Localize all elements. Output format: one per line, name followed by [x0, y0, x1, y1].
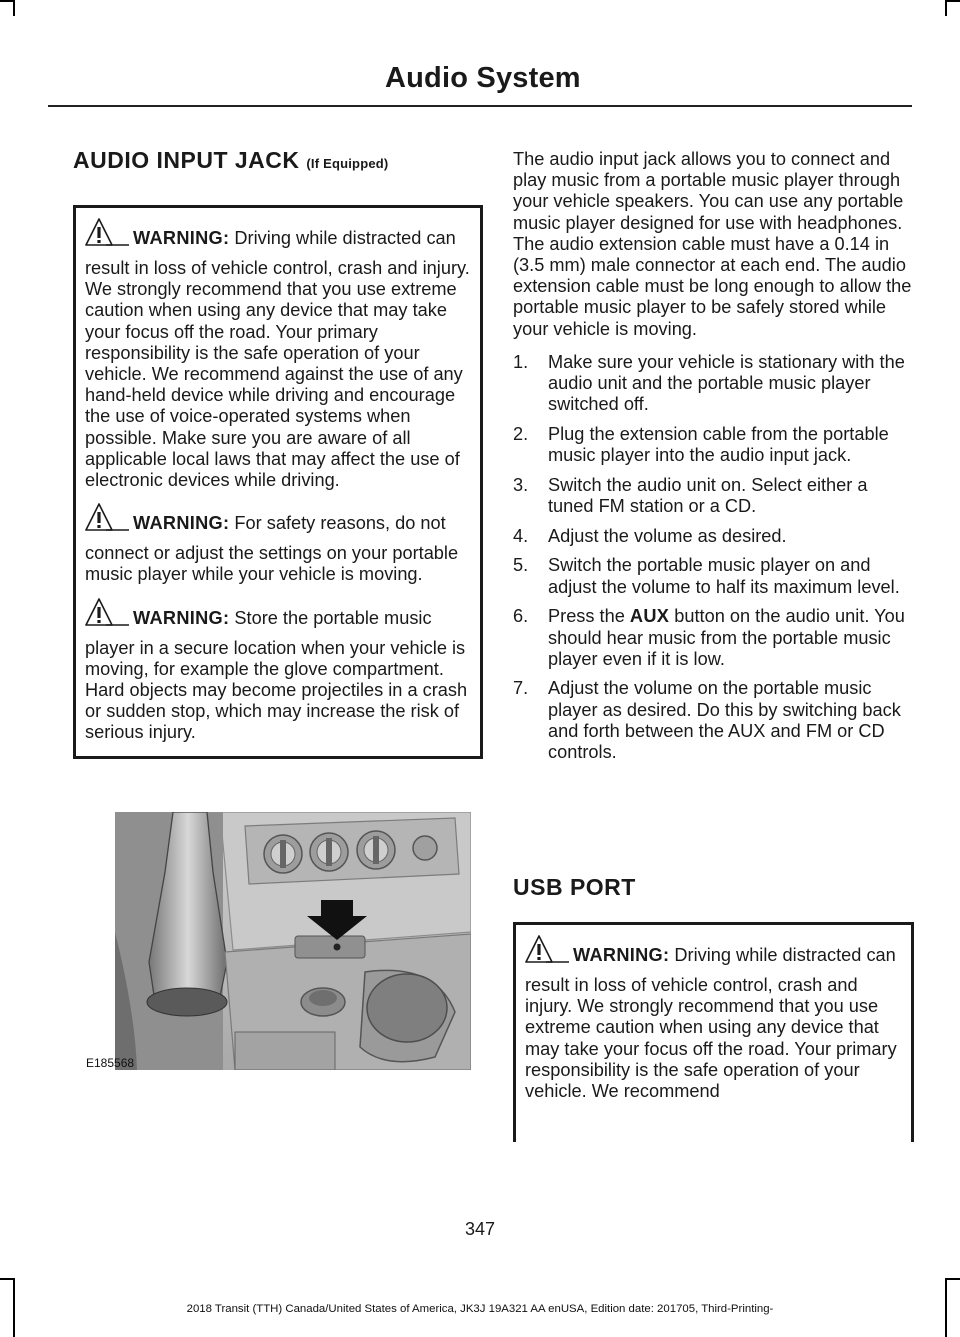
warning-triangle-icon	[85, 598, 129, 628]
list-item	[513, 424, 913, 466]
aux-button-label: AUX	[629, 606, 670, 627]
step-text: Adjust the volume as desired.	[548, 525, 787, 546]
figure-code: E185568	[86, 1056, 135, 1070]
header-divider	[48, 105, 912, 107]
audio-input-steps	[513, 352, 913, 763]
crop-mark	[946, 1278, 960, 1280]
list-item	[513, 555, 913, 597]
warning-paragraph	[85, 228, 473, 491]
crop-mark	[13, 0, 15, 16]
list-item	[513, 475, 913, 517]
warning-triangle-icon	[525, 935, 569, 965]
warning-text: Driving while distracted can result in loss of vehicle control, crash and injury. We strongly recommend that you use extreme caution when using any device that may take your focus off the road. Your primary responsibility is the safe operation of your vehicle. We recommend	[525, 945, 897, 1102]
warning-text: For safety reasons, do not connect or adjust the settings on your portable music player while your vehicle is moving.	[85, 513, 459, 585]
page-number: 347	[464, 1219, 496, 1239]
warning-triangle-icon	[85, 503, 129, 533]
audio-input-warning-box	[73, 205, 483, 759]
warning-text: Driving while distracted can result in loss of vehicle control, crash and injury. We strongly recommend that you use extreme caution when using any device that may take your focus off the road. Your primary responsibility is the safe operation of your vehicle. We recommend against the use of any hand-held device while driving and encourage the use of voice-operated systems when possible. Make sure you are aware of all applicable local laws that may affect the use of electronic devices while driving.	[85, 228, 470, 491]
step-text-pre: Press the	[548, 606, 630, 627]
list-item	[513, 678, 913, 763]
list-item	[513, 606, 913, 670]
step-text: Plug the extension cable from the portable music player into the audio input jack.	[548, 423, 889, 466]
crop-mark	[945, 0, 947, 16]
usb-warning-box	[513, 922, 914, 1142]
step-text: button on the audio unit. You should hear music from the portable music player even if it is low.	[548, 606, 905, 669]
warning-label: WARNING:	[573, 945, 670, 965]
step-number: 5.	[513, 555, 529, 576]
step-number: 6.	[513, 606, 529, 627]
warning-paragraph	[525, 945, 904, 1102]
step-text: Adjust the volume on the portable music player as desired. Do this by switching back and forth between the AUX and FM or CD controls.	[548, 678, 901, 763]
warning-label: WARNING:	[133, 513, 230, 534]
step-number: 3.	[513, 474, 529, 495]
step-number: 1.	[513, 351, 529, 372]
step-text: Switch the portable music player on and adjust the volume to half its maximum level.	[548, 555, 900, 597]
right-column	[513, 149, 913, 772]
page-footer: 2018 Transit (TTH) Canada/United States of America, JK3J 19A321 AA enUSA, Edition date: 201705, Third-Printing-	[186, 1303, 774, 1315]
step-number: 7.	[513, 678, 529, 699]
crop-mark	[946, 0, 960, 2]
audio-input-heading-text: AUDIO INPUT JACK	[73, 147, 300, 173]
audio-input-intro: The audio input jack allows you to connect and play music from a portable music player through your vehicle speakers. You can use any portable music player designed for use with headphones. The audio extension cable must have a 0.14 in (3.5 mm) male connector at each end. The audio extension cable must be long enough to allow the portable music player to be safely stored while your vehicle is moving.	[513, 149, 912, 339]
page-header-title: Audio System	[385, 62, 581, 94]
warning-label: WARNING:	[133, 607, 230, 628]
list-item	[513, 352, 913, 416]
step-number: 4.	[513, 525, 529, 546]
warning-triangle-icon	[85, 218, 129, 248]
console-illustration-svg	[115, 812, 471, 1070]
step-text: Make sure your vehicle is stationary with the audio unit and the portable music player switched off.	[548, 351, 905, 415]
step-number: 2.	[513, 423, 529, 444]
crop-mark	[0, 0, 14, 2]
warning-text: Store the portable music player in a secure location when your vehicle is moving, for example the glove compartment. Hard objects may become projectiles in a crash or sudden stop, which may increase the risk of serious injury.	[85, 607, 468, 743]
warning-label: WARNING:	[133, 228, 230, 248]
crop-mark	[0, 1278, 14, 1280]
console-audio-jack-illustration	[115, 812, 471, 1070]
step-text: Switch the audio unit on. Select either a tuned FM station or a CD.	[548, 474, 868, 517]
usb-port-heading: USB PORT	[513, 874, 636, 900]
warning-paragraph	[85, 608, 473, 744]
list-item	[513, 526, 913, 547]
warning-paragraph	[85, 513, 473, 585]
audio-input-heading	[73, 148, 388, 173]
audio-input-heading-suffix: (If Equipped)	[306, 156, 389, 171]
